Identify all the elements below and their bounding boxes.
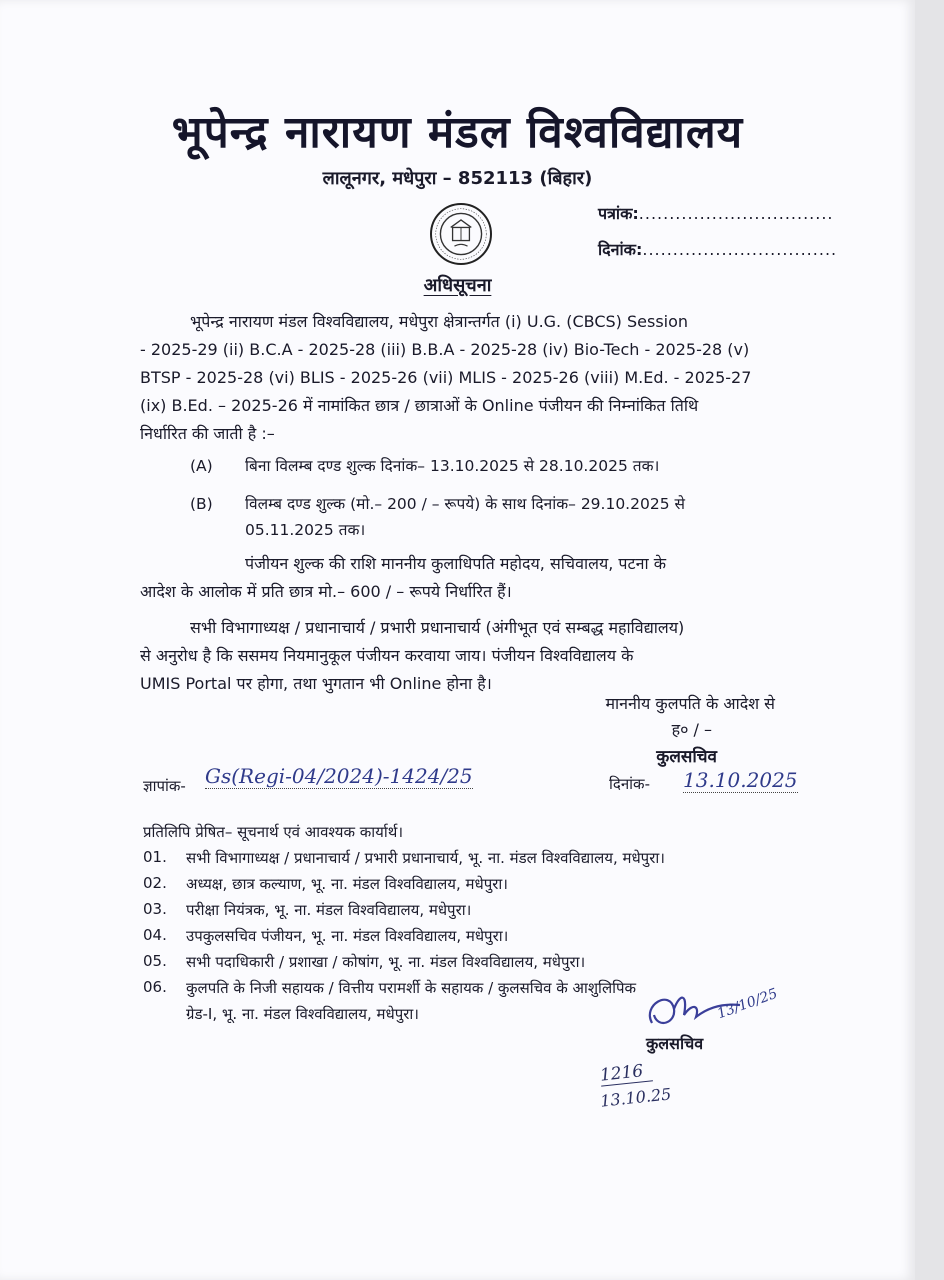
signed-mark: ह० / – (671, 720, 712, 739)
registrar-designation: कुलसचिव (656, 747, 717, 767)
dinank-field: दिनांक:................................ (598, 240, 838, 259)
list-item: 02. अध्यक्ष, छात्र कल्याण, भू. ना. मंडल विश्वविद्यालय, मधेपुरा। (143, 874, 508, 893)
patrank-field: पत्रांक:................................ (598, 204, 834, 223)
list-item: 01. सभी विभागाध्यक्ष / प्रधानाचार्य / प्रभारी प्रधानाचार्य, भू. ना. मंडल विश्वविद्यालय, मधेपुरा। (143, 848, 665, 867)
dispatch-date: 13.10.25 (599, 1084, 673, 1111)
notice-heading: अधिसूचना (423, 275, 492, 296)
memo-date: 13.10.2025 (683, 768, 798, 792)
signature-date: 13/10/25 (715, 985, 780, 1023)
dispatch-note (600, 1063, 710, 1123)
intro-line: BTSP - 2025-28 (vi) BLIS - 2025-26 (vii) MLIS - 2025-26 (viii) M.Ed. - 2025-27 (140, 368, 752, 387)
memo-date-label: दिनांक- (609, 775, 650, 793)
memo-number: Gs(Regi-04/2024)-1424/25 (205, 764, 473, 788)
memo-row (143, 762, 863, 802)
by-order-text: माननीय कुलपति के आदेश से (605, 694, 775, 713)
list-item-continued: ग्रेड-I, भू. ना. मंडल विश्वविद्यालय, मधेपुरा। (186, 1005, 419, 1023)
university-address: लालूनगर, मधेपुरा – 852113 (बिहार) (322, 168, 593, 189)
page-edge (915, 0, 944, 1280)
document-page: भूपेन्द्र नारायण मंडल विश्वविद्यालय लालूनगर, मधेपुरा – 852113 (बिहार) पत्रांक:................................ दिनांक:................................ अधिसूचना भूपेन्द्र नारायण मंडल विश्वविद्यालय, मधेपुरा क्षेत्रान्तर्गत (i) U.G. (CBCS) Session - 2025-29 (ii) B.C.A - 2025-28 (iii) B.B.A - 2025-28 (iv) Bio-Tech - 2025-28 (v) BTSP - 2025-28 (vi) BLIS - 2025-26 (vii) MLIS - 2025-26 (viii) M.Ed. - 2025-27 (ix) B.Ed. – 2025-26 में नामांकित छात्र / छात्राओं के Online पंजीयन की निम्नांकित तिथि निर्धारित की जाती है :– (A) बिना विलम्ब दण्ड शुल्क दिनांक– 13.10.2025 से 28.10.2025 तक। (B) विलम्ब दण्ड शुल्क (मो.– 200 / – रूपये) के साथ दिनांक– 29.10.2025 से 05.11.2025 तक। पंजीयन शुल्क की राशि माननीय कुलाधिपति महोदय, सचिवालय, पटना के आदेश के आलोक में प्रति छात्र मो.– 600 / – रूपये निर्धारित हैं। सभी विभागाध्यक्ष / प्रधानाचार्य / प्रभारी प्रधानाचार्य (अंगीभूत एवं सम्बद्ध महाविद्यालय) से अनुरोध है कि ससमय नियमानुकूल पंजीयन करवाया जाय। पंजीयन विश्वविद्यालय के UMIS Portal पर होगा, तथा भुगतान भी Online होना है। माननीय कुलपति के आदेश से ह० / – कुलसचिव ज्ञापांक- Gs(Regi-04/2024)-1424/25 दिनांक- 13.10.2025 प्रतिलिपि प्रेषित– सूचनार्थ एवं आवश्यक कार्यार्थ। 01. सभी विभागाध्यक्ष / प्रधानाचार्य / प्रभारी प्रधानाचार्य, भू. ना. मंडल विश्वविद्यालय, मधेपुरा। 02. अध्यक्ष, छात्र कल्याण, भू. ना. मंडल विश्वविद्यालय, मधेपुरा। 03. परीक्षा नियंत्रक, भू. ना. मंडल विश्वविद्यालय, मधेपुरा। 04. उपकुलसचिव पंजीयन, भू. ना. मंडल विश्वविद्यालय, मधेपुरा। 05. सभी पदाधिकारी / प्रशाखा / कोषांग, भू. ना. मंडल विश्वविद्यालय, मधेपुरा। 06. कुलपति के निजी सहायक / वित्तीय परामर्शी के सहायक / कुलसचिव के आशुलिपिक ग्रेड-I, भू. ना. मंडल विश्वविद्यालय, मधेपुरा। 13/10/25 कुलसचिव 1216 13.10.25 (0, 0, 915, 1280)
list-item: 06. कुलपति के निजी सहायक / वित्तीय परामर्शी के सहायक / कुलसचिव के आशुलिपिक (143, 978, 637, 997)
list-item: 03. परीक्षा नियंत्रक, भू. ना. मंडल विश्वविद्यालय, मधेपुरा। (143, 900, 472, 919)
final-designation: कुलसचिव (646, 1034, 704, 1053)
list-item: 05. सभी पदाधिकारी / प्रशाखा / कोषांग, भू. ना. मंडल विश्वविद्यालय, मधेपुरा। (143, 952, 586, 971)
copy-heading: प्रतिलिपि प्रेषित– सूचनार्थ एवं आवश्यक कार्यार्थ। (143, 823, 404, 841)
fee-paragraph: पंजीयन शुल्क की राशि माननीय कुलाधिपति महोदय, सचिवालय, पटना के आदेश के आलोक में प्रति छात्र मो.– 600 / – रूपये निर्धारित हैं। (140, 554, 666, 601)
university-seal-icon (430, 203, 492, 265)
intro-line: निर्धारित की जाती है :– (140, 424, 275, 443)
request-paragraph: सभी विभागाध्यक्ष / प्रधानाचार्य / प्रभारी प्रधानाचार्य (अंगीभूत एवं सम्बद्ध महाविद्यालय) से अनुरोध है कि ससमय नियमानुकूल पंजीयन करवाया जाय। पंजीयन विश्वविद्यालय के UMIS Portal पर होगा, तथा भुगतान भी Online होना है। (140, 618, 685, 693)
university-title: भूपेन्द्र नारायण मंडल विश्वविद्यालय (171, 107, 744, 158)
dispatch-number: 1216 (599, 1060, 653, 1086)
intro-paragraph (140, 308, 788, 448)
intro-line: - 2025-29 (ii) B.C.A - 2025-28 (iii) B.B.A - 2025-28 (iv) Bio-Tech - 2025-28 (v) (140, 340, 750, 359)
intro-line: भूपेन्द्र नारायण मंडल विश्वविद्यालय, मधेपुरा क्षेत्रान्तर्गत (i) U.G. (CBCS) Session (190, 312, 689, 331)
intro-line: (ix) B.Ed. – 2025-26 में नामांकित छात्र / छात्राओं के Online पंजीयन की निम्नांकित तिथि (140, 396, 699, 415)
memo-label: ज्ञापांक- (143, 777, 186, 795)
list-item: 04. उपकुलसचिव पंजीयन, भू. ना. मंडल विश्वविद्यालय, मधेपुरा। (143, 926, 509, 945)
